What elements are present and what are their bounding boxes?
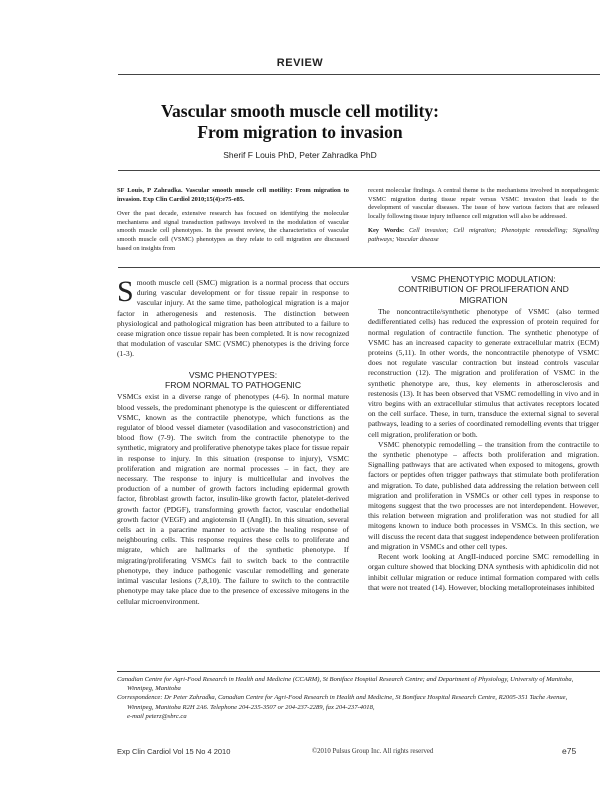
body-column-left	[117, 275, 349, 607]
footnote	[117, 675, 587, 721]
intro-text: mooth muscle cell (SMC) migration is a normal process that occurs during vascular development or for tissue repair in response to vascular injury. At the same time, pathological migration is a major factor in atherogenesis and restenosis. The distinction between physiological and pathological migration has been attributed to a failure to cease migration once tissue repair has been completed. It is now recognized that modulation of vascular SMC (VSMC) phenotypes is the driving force (1-3).	[117, 278, 349, 359]
heading-phenotypes	[117, 370, 349, 391]
modulation-paragraph-2: VSMC phenotypic remodelling – the transition from the contractile to the synthetic phenotype – affects both proliferation and migration. Signalling pathways that are activated when exposed to mitogens, growth factors or peptides often trigger pathways that stimulate both proliferation and migration. To date, published data addressing the relation between cell migration and proliferation in VSMCs or other cell types in response to mitogens suggest that the two processes are not interdependent. However, this relation between migration and proliferation was not studied for all mitogens known to induce both processes in VSMCs. In this section, we will discuss the recent data that suggest independence between proliferation and migration in VSMCs and other cell types.	[368, 439, 599, 551]
footer-journal: Exp Clin Cardiol Vol 15 No 4 2010	[117, 747, 231, 756]
modulation-paragraph-3: Recent work looking at AngII-induced porcine SMC remodelling in organ culture showed that blocking DNA synthesis with aphidicolin did not inhibit cellular migration or reduce intimal formation compared with cells that were not treated (14). However, blocking metalloproteinases inhibited	[368, 552, 599, 592]
footnote-rule	[117, 671, 600, 672]
correspondence	[117, 693, 587, 721]
heading-modulation-line-2: CONTRIBUTION OF PROLIFERATION AND	[398, 284, 569, 295]
body-column-right	[368, 274, 599, 593]
correspondence-text: Correspondence: Dr Peter Zahradka, Canadian Centre for Agri-Food Research in Health and Medicine, St Boniface Hospital Research Centre, R2005-351 Tache Avenue, Winnipeg, Manitoba R2H 2A6. Telephone 204-235-3507 or 204-237-2289, fax 204-237-4018,	[117, 694, 568, 711]
footer-copyright: ©2010 Pulsus Group Inc. All rights reserved	[312, 748, 434, 755]
heading-phenotypes-line-2: FROM NORMAL TO PATHOGENIC	[164, 380, 302, 391]
phenotypes-paragraph: VSMCs exist in a diverse range of phenotypes (4-6). In normal mature blood vessels, the predominant phenotype is the quiescent or differentiated VSMC, known as the contractile phenotype, which functions as the regulator of blood vessel diameter (vasodilation and vasoconstriction) and blood flow (7-9). The switch from the contractile phenotype to the synthetic, migratory and proliferative phenotype takes place for tissue repair in response to injury. In this situation (response to injury), VSMC proliferation and migration are normal processes – in fact, they are necessary. The response to injury is multicellular and involves the production of a number of growth factors including epidermal growth factor, fibroblast growth factor, insulin-like growth factor, platelet-derived growth factor (PDGF), transforming growth factor, vascular endothelial growth factor (VEGF) and angiotensin II (AngII). In this situation, several cells act in a paracrine manner to activate the healing response of neighbouring cells. This response requires these cells to proliferate and migrate, which are hallmarks of the synthetic phenotype. If migrating/proliferating VSMCs fail to switch back to the contractile phenotype, they induce pathogenic vascular remodelling and generate intimal vascular lesions (7,8,10). The failure to switch to the contractile phenotype may take place due to the presence of excessive mitogens in the cellular microenvironment.	[117, 392, 349, 606]
abstract-text-right: recent molecular findings. A central theme is the mechanisms involved in nonpathogenic VSMC migration during tissue repair versus VSMC invasion that leads to the development of vascular diseases. The issue of how various factors that are released locally following tissue injury influence cell migration will also be addressed.	[368, 187, 599, 220]
article-title	[0, 101, 600, 143]
correspondence-email: e-mail peterz@sbrc.ca	[127, 712, 187, 720]
heading-phenotypes-line-1: VSMC PHENOTYPES:	[188, 369, 278, 380]
abstract-bottom-rule	[118, 267, 600, 268]
keywords-text: Cell invasion; Cell migration; Phenotypic remodelling; Signalling pathways; Vascular disease	[368, 227, 599, 243]
section-label: REVIEW	[276, 57, 324, 69]
abstract-top-rule	[118, 170, 600, 171]
drop-cap: S	[117, 275, 134, 308]
affiliation: Canadian Centre for Agri-Food Research in Health and Medicine (CCARM), St Boniface Hospital Research Centre; and Department of Physiology, University of Manitoba, Winnipeg, Manitoba	[117, 676, 574, 693]
heading-modulation-line-3: MIGRATION	[459, 294, 508, 305]
authors: Sherif F Louis PhD, Peter Zahradka PhD	[223, 150, 377, 160]
title-line-2: From migration to invasion	[197, 122, 403, 142]
modulation-paragraph-1: The noncontractile/synthetic phenotype of VSMC (also termed dedifferentiated cells) has reduced the expression of protein required for normal regulation of contractile function. The synthetic phenotype of VSMC has an increased capacity to generate extracellular matrix (ECM) proteins (5,11). In other words, the noncontractile phenotype of VSMC does not regulate vascular contraction but instead controls vascular reconstruction (12). The migration and proliferation of VSMC in the synthetic phenotype are, thus, key elements in atherosclerosis and restenosis (13). It has been observed that VSMC remodelling in vivo and in vitro begins with an extracellular stimulus that activates receptors located on the cell surface. These, in turn, transduce the external signal to several pathways, leading to a series of coordinated remodelling events that trigger cell migration, proliferation or both.	[368, 307, 599, 439]
keywords	[368, 227, 599, 244]
intro-paragraph	[117, 275, 349, 360]
abstract-citation: SF Louis, P Zahradka. Vascular smooth muscle cell motility: From migration to invasion. Exp Clin Cardiol 2010;15(4):e75-e85.	[117, 187, 349, 203]
abstract-text-left: Over the past decade, extensive research has focused on identifying the molecular mechanisms and signal transduction pathways involved in the modulation of vascular smooth muscle cell phenotypes. In the present review, the characteristics of vascular smooth muscle cell (VSMC) phenotypes as they relate to cell migration are discussed based on insights from	[117, 210, 349, 252]
heading-modulation	[368, 274, 599, 305]
header-rule	[118, 74, 600, 75]
abstract-left	[117, 187, 349, 253]
page-number: e75	[562, 746, 577, 756]
heading-modulation-line-1: VSMC PHENOTYPIC MODULATION:	[411, 274, 556, 284]
abstract-right	[368, 187, 599, 245]
title-line-1: Vascular smooth muscle cell motility:	[160, 101, 440, 121]
keywords-label: Key Words:	[368, 227, 405, 235]
